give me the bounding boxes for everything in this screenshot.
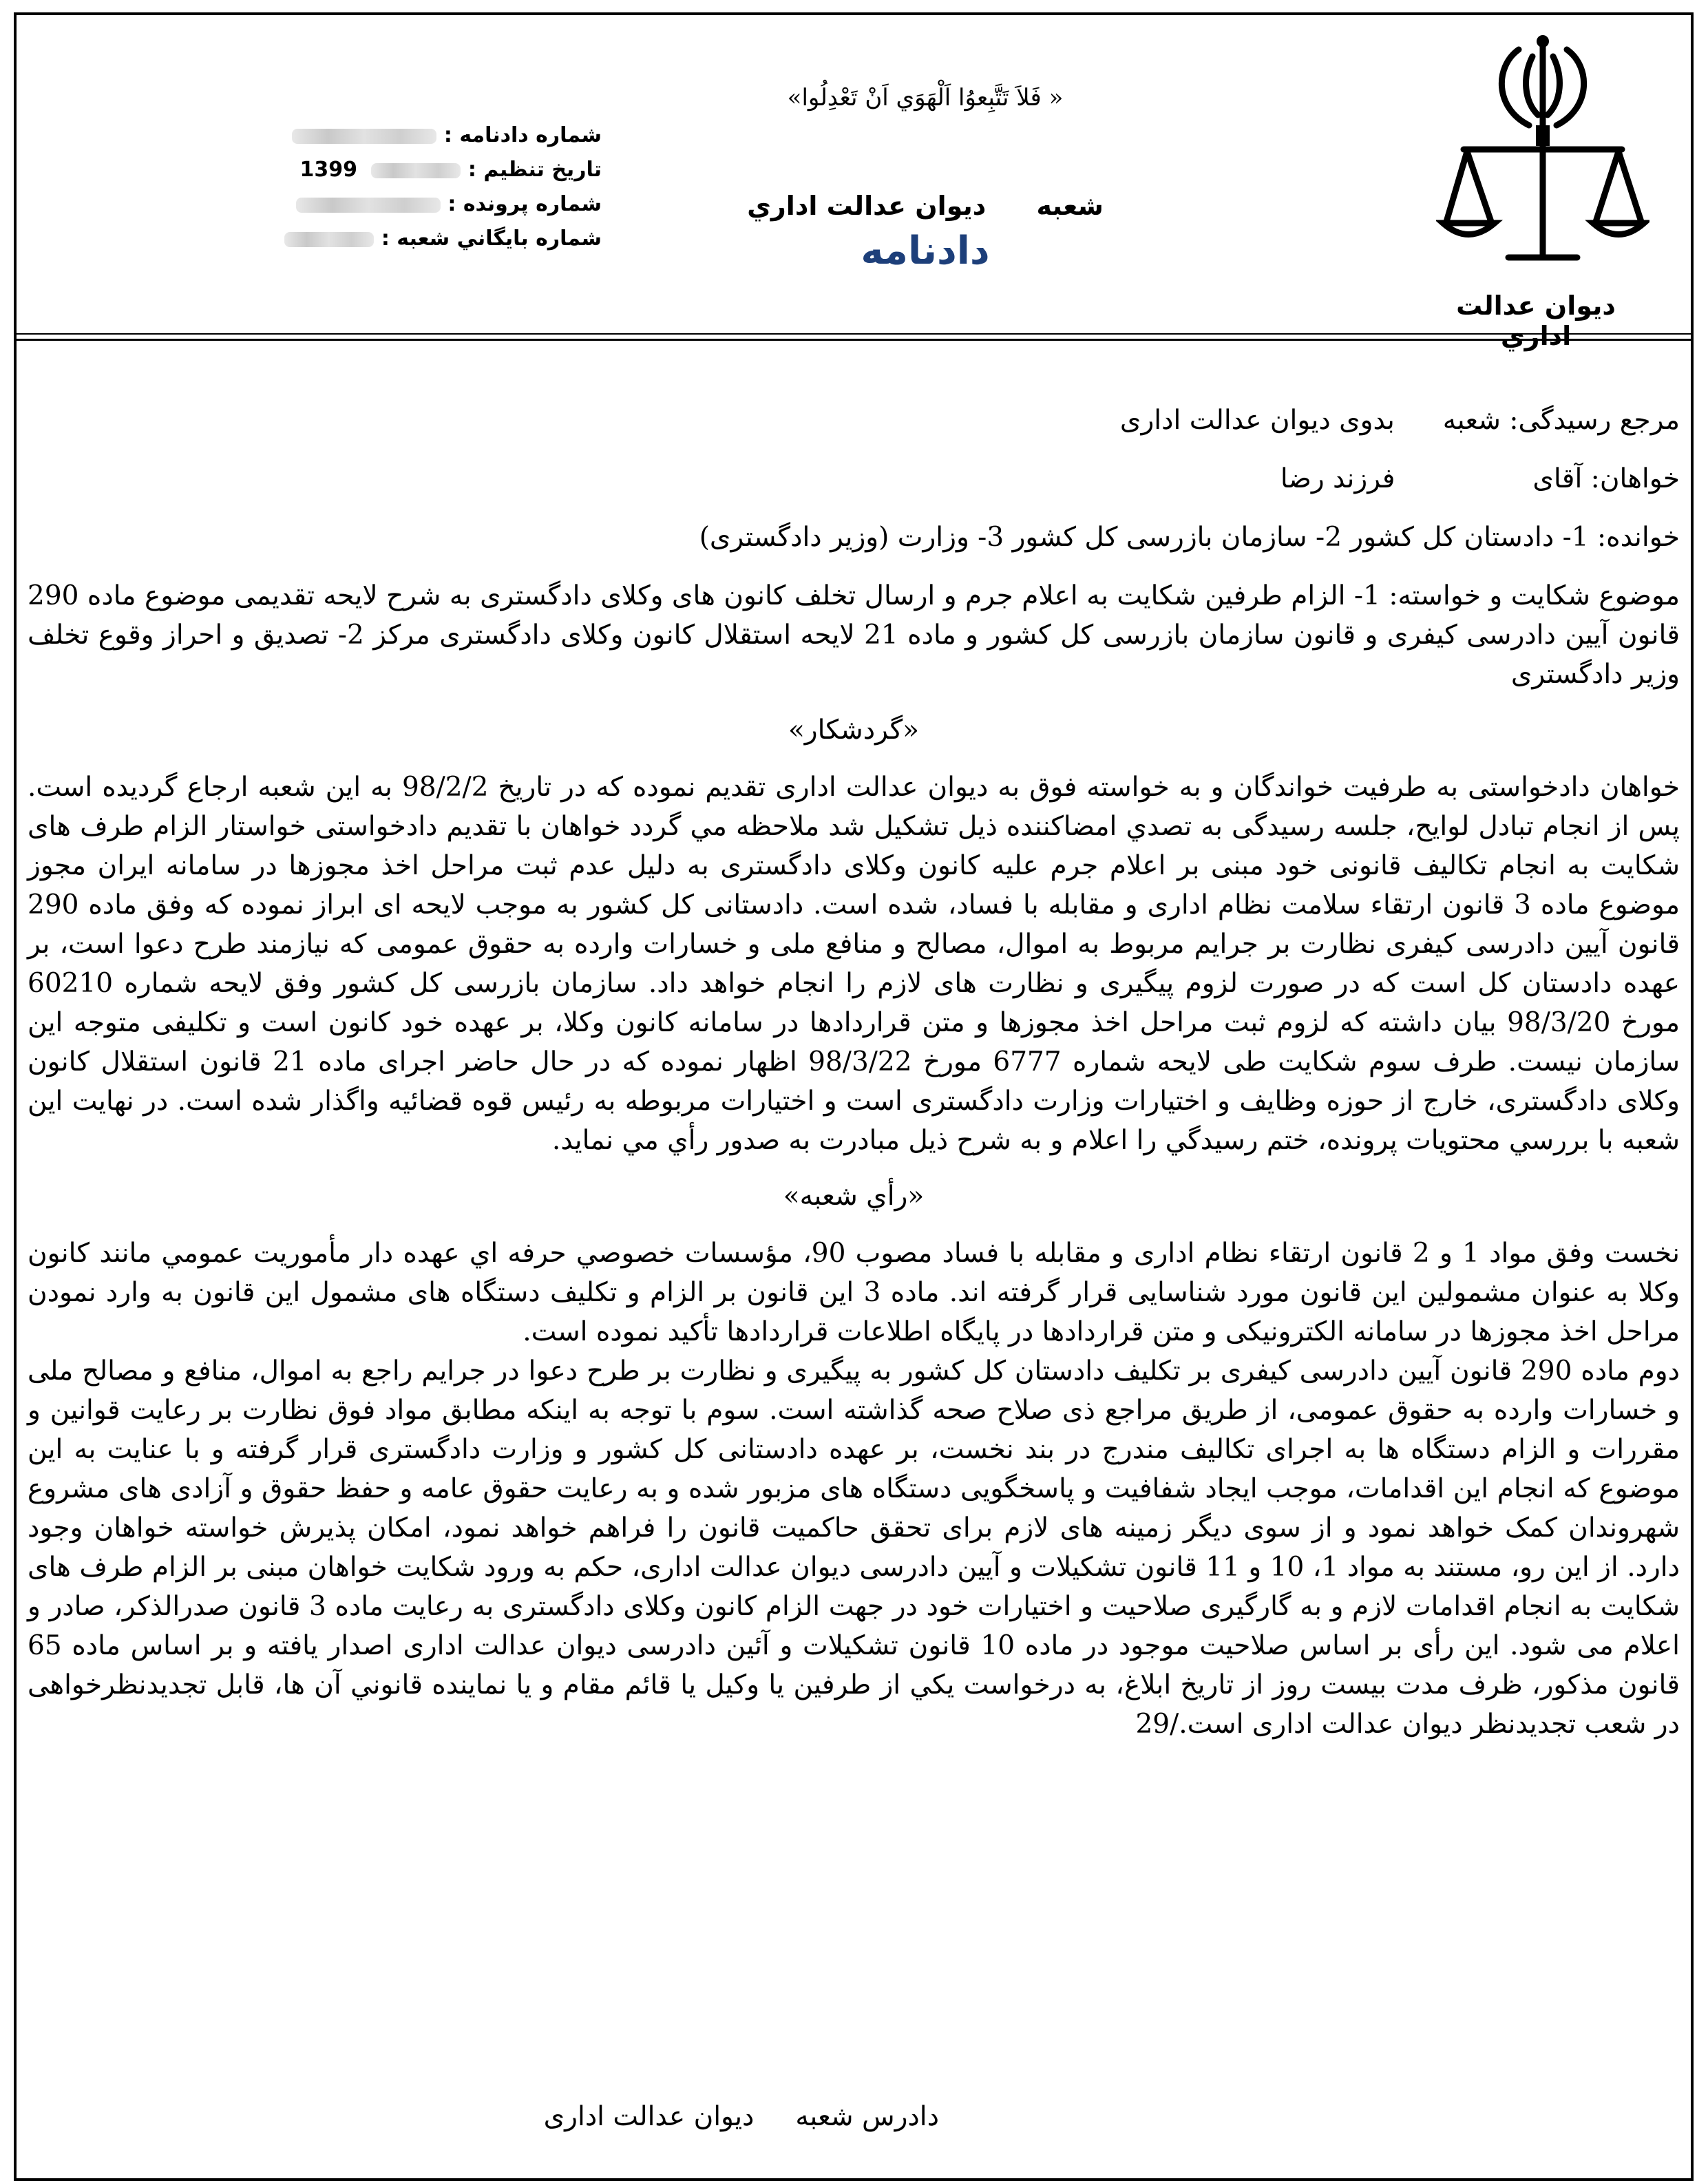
proceedings-paragraph: خواهان دادخواستی به طرفیت خواندگان و به خواسته فوق به دیوان عدالت اداری تقدیم نموده که در تاریخ 98/2/2 به این شعبه ارجاع گردیده است. پس از انجام تبادل لوایح، جلسه رسیدگی به تصدي امضاكننده ذيل تشکیل شد ملاحظه مي گردد خواهان با تقدیم دادخواستی خواستار الزام طرف های شکایت به انجام تکالیف قانونی خود مبنی بر اعلام جرم علیه کانون وکلای دادگستری به دلیل عدم ثبت مراحل اخذ مجوزها در سامانه ایران مجوز موضوع ماده 3 قانون ارتقاء سلامت نظام اداری و مقابله با فساد، شده است. دادستانی کل کشور به موجب لایحه ای ابراز نموده که وفق ماده 290 قانون آیین دادرسی کیفری نظارت بر جرایم مربوط به اموال، مصالح و منافع ملی و خسارات وارده به حقوق عمومی که نیازمند طرح دعوا است، بر عهده دادستان کل است که در صورت لزوم پیگیری و نظارت های لازم را انجام خواهد داد. سازمان بازرسی کل کشور وفق لایحه شماره 60210 مورخ 98/3/20 بیان داشته که لزوم ثبت مراحل اخذ مجوزها و متن قراردادها در سامانه کانون وکلا، بر عهده خود کانون است و تکلیفی متوجه این سازمان نیست. طرف سوم شکایت طی لایحه شماره 6777 مورخ 98/3/22 اظهار نموده که در حال حاضر اجرای ماده 21 قانون استقلال کانون وکلای دادگستری، خارج از حوزه وظایف و اختیارات وزارت دادگستری است و اختیارات مربوطه به رئیس قوه قضائیه واگذار شده است. در نهایت این شعبه با بررسي محتويات پرونده، ختم رسيدگي را اعلام و به شرح ذيل مبادرت به صدور رأي مي نمايد.	[28, 772, 1680, 1156]
document-body	[28, 401, 1680, 1760]
branch-line	[705, 191, 1146, 221]
redacted-value	[284, 232, 374, 247]
quran-verse: «فَلاَ تَتَّبِعوُا اَلْهَوَي اَنْ تَعْدِلُوا »	[787, 84, 1064, 112]
verdict-number-row	[175, 118, 602, 153]
judge-signature	[388, 2101, 939, 2132]
court-name-under-emblem: ديوان عدالت اداري	[1456, 291, 1616, 351]
document-sheet	[14, 12, 1694, 2181]
plaintiff-label: خواهان: آقای	[1532, 463, 1680, 494]
date-label: تاريخ تنظيم :	[467, 158, 602, 182]
archive-number-row	[175, 222, 602, 256]
ruling-paragraph-2: دوم ماده 290 قانون آیین دادرسی کیفری بر تکلیف دادستان کل کشور به پیگیری و نظارت بر طرح دعوا در جرایم راجع به اموال، منافع و مصالح ملی و خسارات وارده به حقوق عمومی، از طریق مراجع ذی صلاح صحه گذاشته است. سوم با توجه به اینکه مطابق مواد فوق نظارت بر رعایت قوانین و مقررات و الزام دستگاه ها به اجرای تکالیف مندرج در بند نخست، بر عهده دادستانی کل کشور و وزارت دادگستری قرار گرفته و با عنایت به این موضوع که انجام این اقدامات، موجب ایجاد شفافیت و پاسخگویی دستگاه های مزبور شده و به رعایت حقوق عامه و حفظ حقوق و آزادی های مشروع شهروندان کمک خواهد نمود و از سوی دیگر زمینه های لازم برای تحقق حاکمیت قانون را فراهم خواهد نمود، امکان پذیرش خواسته خواهان وجود دارد. از این رو، مستند به مواد 1، 10 و 11 قانون تشکیلات و آیین دادرسی دیوان عدالت اداری، حکم به ورود شکایت خواهان مبنی بر الزام طرف های شکایت به انجام اقدامات لازم و به گارگیری صلاحیت و اختیارات خود در جهت الزام کانون وکلای دادگستری به رعایت ماده 3 قانون صدرالذکر، صادر و اعلام می شود. این رأی بر اساس صلاحیت موجود در ماده 10 قانون تشکیلات و آئین دادرسی دیوان عدالت اداری اصدار یافته و بر اساس ماده 65 قانون مذکور، ظرف مدت بيست روز از تاريخ ابلاغ، به درخواست يكي از طرفين يا وكيل يا قائم مقام و يا نماينده قانوني آن ها، قابل تجدیدنظرخواهی در شعب تجدیدنظر دیوان عدالت اداری است./29	[28, 1356, 1680, 1740]
judge-label: دادرس شعبه	[795, 2101, 939, 2132]
archive-number-label: شماره بايگاني شعبه :	[381, 226, 602, 251]
reference-field	[28, 401, 1680, 440]
judge-court: دیوان عدالت اداری	[543, 2101, 755, 2132]
proceedings-heading: «گردشکار»	[788, 715, 920, 746]
redacted-value	[292, 129, 436, 144]
verdict-number-label: شماره دادنامه :	[443, 123, 602, 147]
case-number-label: شماره پرونده :	[447, 192, 602, 216]
redacted-value	[296, 198, 441, 213]
plaintiff-field	[28, 459, 1680, 498]
case-number-row	[175, 187, 602, 222]
ruling-heading: «رأي شعبه»	[783, 1181, 925, 1212]
document-title: دادنامه	[861, 229, 990, 273]
date-year: 1399	[299, 158, 358, 182]
case-metadata	[175, 118, 602, 256]
reference-value: بدوی دیوان عدالت اداری	[1119, 405, 1395, 436]
defendant-field: خوانده: 1- دادستان کل کشور 2- سازمان بازرسی کل کشور 3- وزارت (وزیر دادگستری)	[699, 522, 1680, 553]
plaintiff-value: فرزند رضا	[1280, 463, 1395, 494]
iran-emblem-scales-icon	[1436, 29, 1649, 284]
document-header	[17, 15, 1691, 351]
branch-court-name: ديوان عدالت اداري	[747, 191, 987, 221]
redacted-value	[371, 163, 461, 178]
subject-paragraph: موضوع شکایت و خواسته: 1- الزام طرفین شکایت به اعلام جرم و ارسال تخلف کانون های وکلای دادگستری به شرح لایحه تقدیمی موضوع ماده 290 قانون آیین دادرسی کیفری و قانون سازمان بازرسی کل کشور و ماده 21 لایحه استقلال کانون وکلای دادگستری مرکز 2- تصدیق و احراز وقوع تخلف وزیر دادگستری	[28, 580, 1680, 690]
date-row	[175, 153, 602, 187]
ruling-paragraph-1: نخست وفق مواد 1 و 2 قانون ارتقاء نظام اداری و مقابله با فساد مصوب 90، مؤسسات خصوصي حرفه اي عهده دار مأموريت عمومي مانند کانون وکلا به عنوان مشمولین این قانون مورد شناسایی قرار گرفته اند. ماده 3 این قانون بر الزام و تکلیف دستگاه های مشمول این قانون به وارد نمودن مراحل اخذ مجوزها در سامانه الکترونیکی و متن قراردادها در پایگاه اطلاعات قراردادها تأکید نموده است.	[28, 1238, 1680, 1347]
reference-label: مرجع رسیدگی: شعبه	[1442, 405, 1680, 436]
branch-label: شعبه	[1036, 191, 1104, 221]
